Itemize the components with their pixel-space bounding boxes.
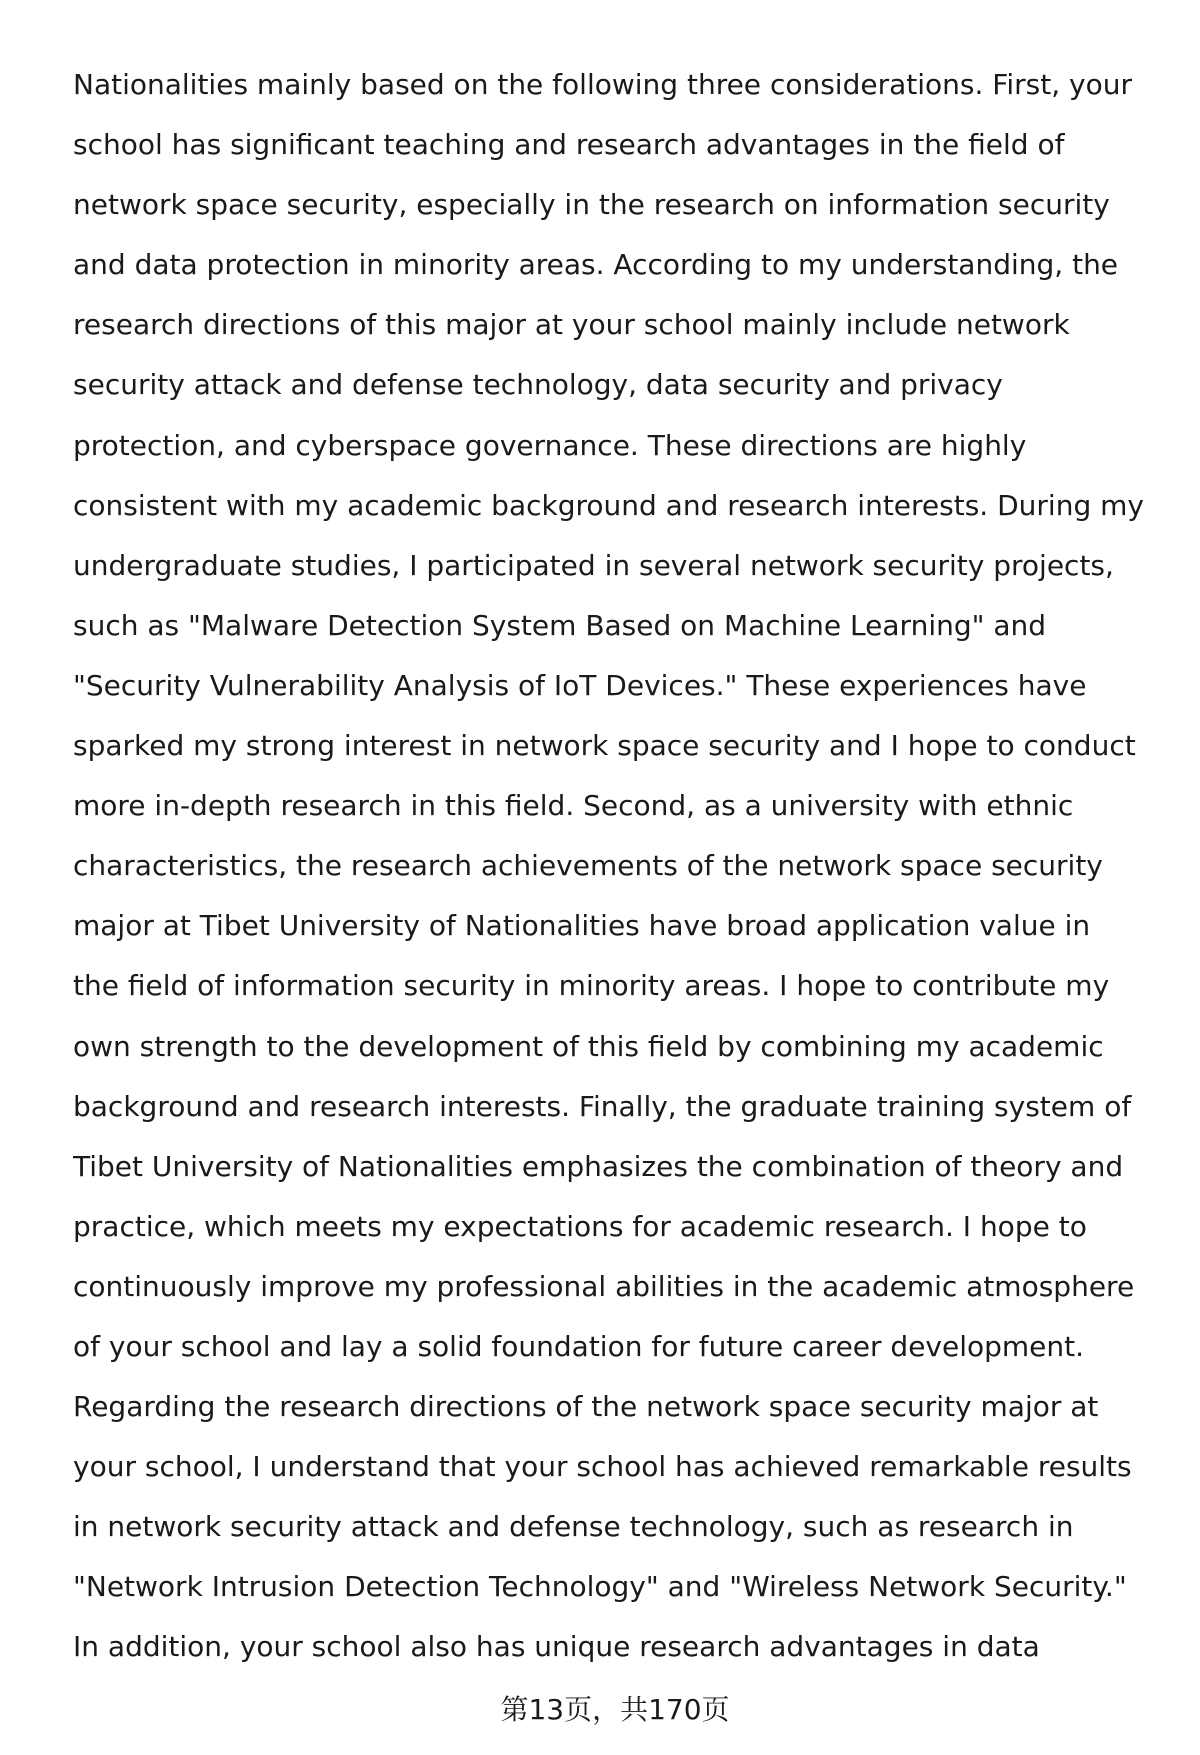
text-line: Nationalities mainly based on the following three considerations. First, your	[73, 68, 1132, 101]
text-line: such as "Malware Detection System Based on Machine Learning" and	[73, 608, 1047, 642]
text-line: characteristics, the research achievements of the network space security	[73, 849, 1103, 883]
text-line: own strength to the development of this field by combining my academic	[73, 1029, 1104, 1063]
text-line: of your school and lay a solid foundation for future career development.	[73, 1329, 1085, 1363]
text-line: background and research interests. Finally, the graduate training system of	[73, 1089, 1132, 1123]
body-text	[73, 55, 1183, 1678]
text-line: continuously improve my professional abilities in the academic atmosphere	[73, 1269, 1135, 1303]
text-line: research directions of this major at your school mainly include network	[73, 308, 1070, 342]
text-line: practice, which meets my expectations for academic research. I hope to	[73, 1209, 1087, 1243]
text-line: and data protection in minority areas. According to my understanding, the	[73, 248, 1119, 282]
text-line: the field of information security in minority areas. I hope to contribute my	[73, 969, 1110, 1003]
text-line: sparked my strong interest in network space security and I hope to conduct	[73, 729, 1136, 763]
text-line: undergraduate studies, I participated in several network security projects,	[73, 548, 1114, 582]
text-line: Regarding the research directions of the network space security major at	[73, 1390, 1099, 1424]
text-line: consistent with my academic background and research interests. During my	[73, 488, 1144, 522]
text-line: protection, and cyberspace governance. These directions are highly	[73, 428, 1027, 462]
text-line: In addition, your school also has unique research advantages in data	[73, 1630, 1040, 1664]
text-line: school has significant teaching and research advantages in the field of	[73, 128, 1065, 162]
text-line: more in-depth research in this field. Second, as a university with ethnic	[73, 789, 1074, 823]
text-line: "Security Vulnerability Analysis of IoT Devices." These experiences have	[73, 668, 1087, 702]
text-line: major at Tibet University of Nationalities have broad application value in	[73, 909, 1091, 943]
text-line: your school, I understand that your school has achieved remarkable results	[73, 1450, 1132, 1484]
page-number-footer: 第13页，共170页	[500, 1693, 730, 1726]
text-line: in network security attack and defense technology, such as research in	[73, 1510, 1074, 1544]
text-line: network space security, especially in the research on information security	[73, 188, 1110, 222]
text-line: Tibet University of Nationalities emphasizes the combination of theory and	[73, 1149, 1124, 1183]
text-line: security attack and defense technology, data security and privacy	[73, 368, 1003, 402]
text-line: "Network Intrusion Detection Technology" and "Wireless Network Security."	[73, 1570, 1127, 1604]
